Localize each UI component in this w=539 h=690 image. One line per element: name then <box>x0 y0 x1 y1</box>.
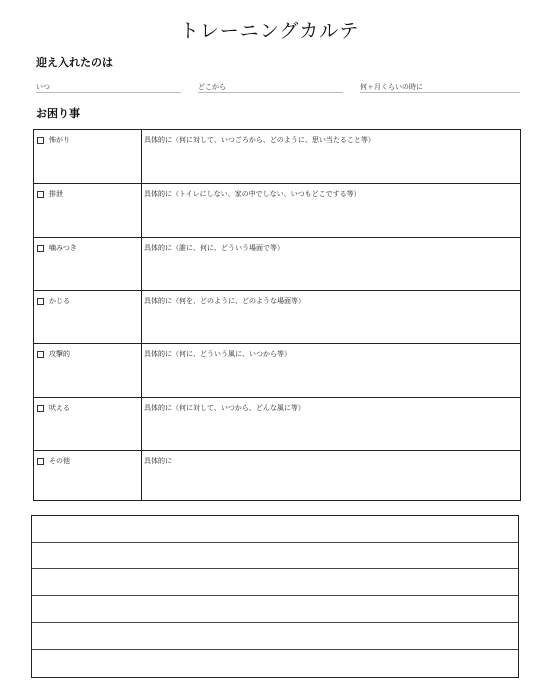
note-line <box>32 542 518 543</box>
note-line <box>32 649 518 650</box>
other-checkbox[interactable] <box>37 458 44 465</box>
trouble-row-desc: 具体的に <box>144 457 172 465</box>
trouble-row-chewing <box>34 290 520 343</box>
trouble-table <box>33 129 521 501</box>
trouble-row-label: 攻撃的 <box>37 349 70 359</box>
trouble-row-label: その他 <box>37 456 70 466</box>
trouble-row-aggression <box>34 343 520 397</box>
age-months-field[interactable] <box>360 92 520 93</box>
from-where-field[interactable] <box>198 92 343 93</box>
when-field[interactable] <box>36 92 181 93</box>
page-title: トレーニングカルテ <box>179 20 360 42</box>
trouble-row-desc: 具体的に（何に、どういう風に、いつから等） <box>144 350 291 358</box>
barking-checkbox[interactable] <box>37 405 44 412</box>
aggression-checkbox[interactable] <box>37 351 44 358</box>
trouble-row-label: 排泄 <box>37 189 63 199</box>
trouble-row-label: 怖がり <box>37 135 70 145</box>
note-line <box>32 568 518 569</box>
note-line <box>32 622 518 623</box>
intro-heading: 迎え入れたのは <box>36 56 113 69</box>
notes-box[interactable] <box>31 515 519 678</box>
biting-checkbox[interactable] <box>37 245 44 252</box>
trouble-row-toilet <box>34 183 520 237</box>
trouble-row-desc: 具体的に（何に対して、いつから、どんな風に等） <box>144 404 305 412</box>
trouble-row-label: 噛みつき <box>37 243 77 253</box>
trouble-row-desc: 具体的に（何を、どのように、どのような場面等） <box>144 297 305 305</box>
trouble-row-fear <box>34 130 520 183</box>
age-months-label: 何ヶ月くらいの時に <box>360 83 423 91</box>
trouble-row-biting <box>34 237 520 290</box>
from-where-label: どこから <box>198 83 226 91</box>
trouble-row-label: 吠える <box>37 403 70 413</box>
trouble-row-label: かじる <box>37 296 70 306</box>
when-label: いつ <box>36 83 50 91</box>
trouble-row-desc: 具体的に（トイレにしない、家の中でしない、いつもどこでする等） <box>144 190 361 198</box>
trouble-row-barking <box>34 397 520 450</box>
chewing-checkbox[interactable] <box>37 298 44 305</box>
trouble-row-desc: 具体的に（何に対して、いつごろから、どのように、思い当たること等） <box>144 136 375 144</box>
fear-checkbox[interactable] <box>37 137 44 144</box>
toilet-checkbox[interactable] <box>37 191 44 198</box>
trouble-row-desc: 具体的に（誰に、何に、どういう場面で等） <box>144 244 284 252</box>
trouble-row-other <box>34 450 520 500</box>
trouble-heading: お困り事 <box>36 107 80 120</box>
note-line <box>32 595 518 596</box>
